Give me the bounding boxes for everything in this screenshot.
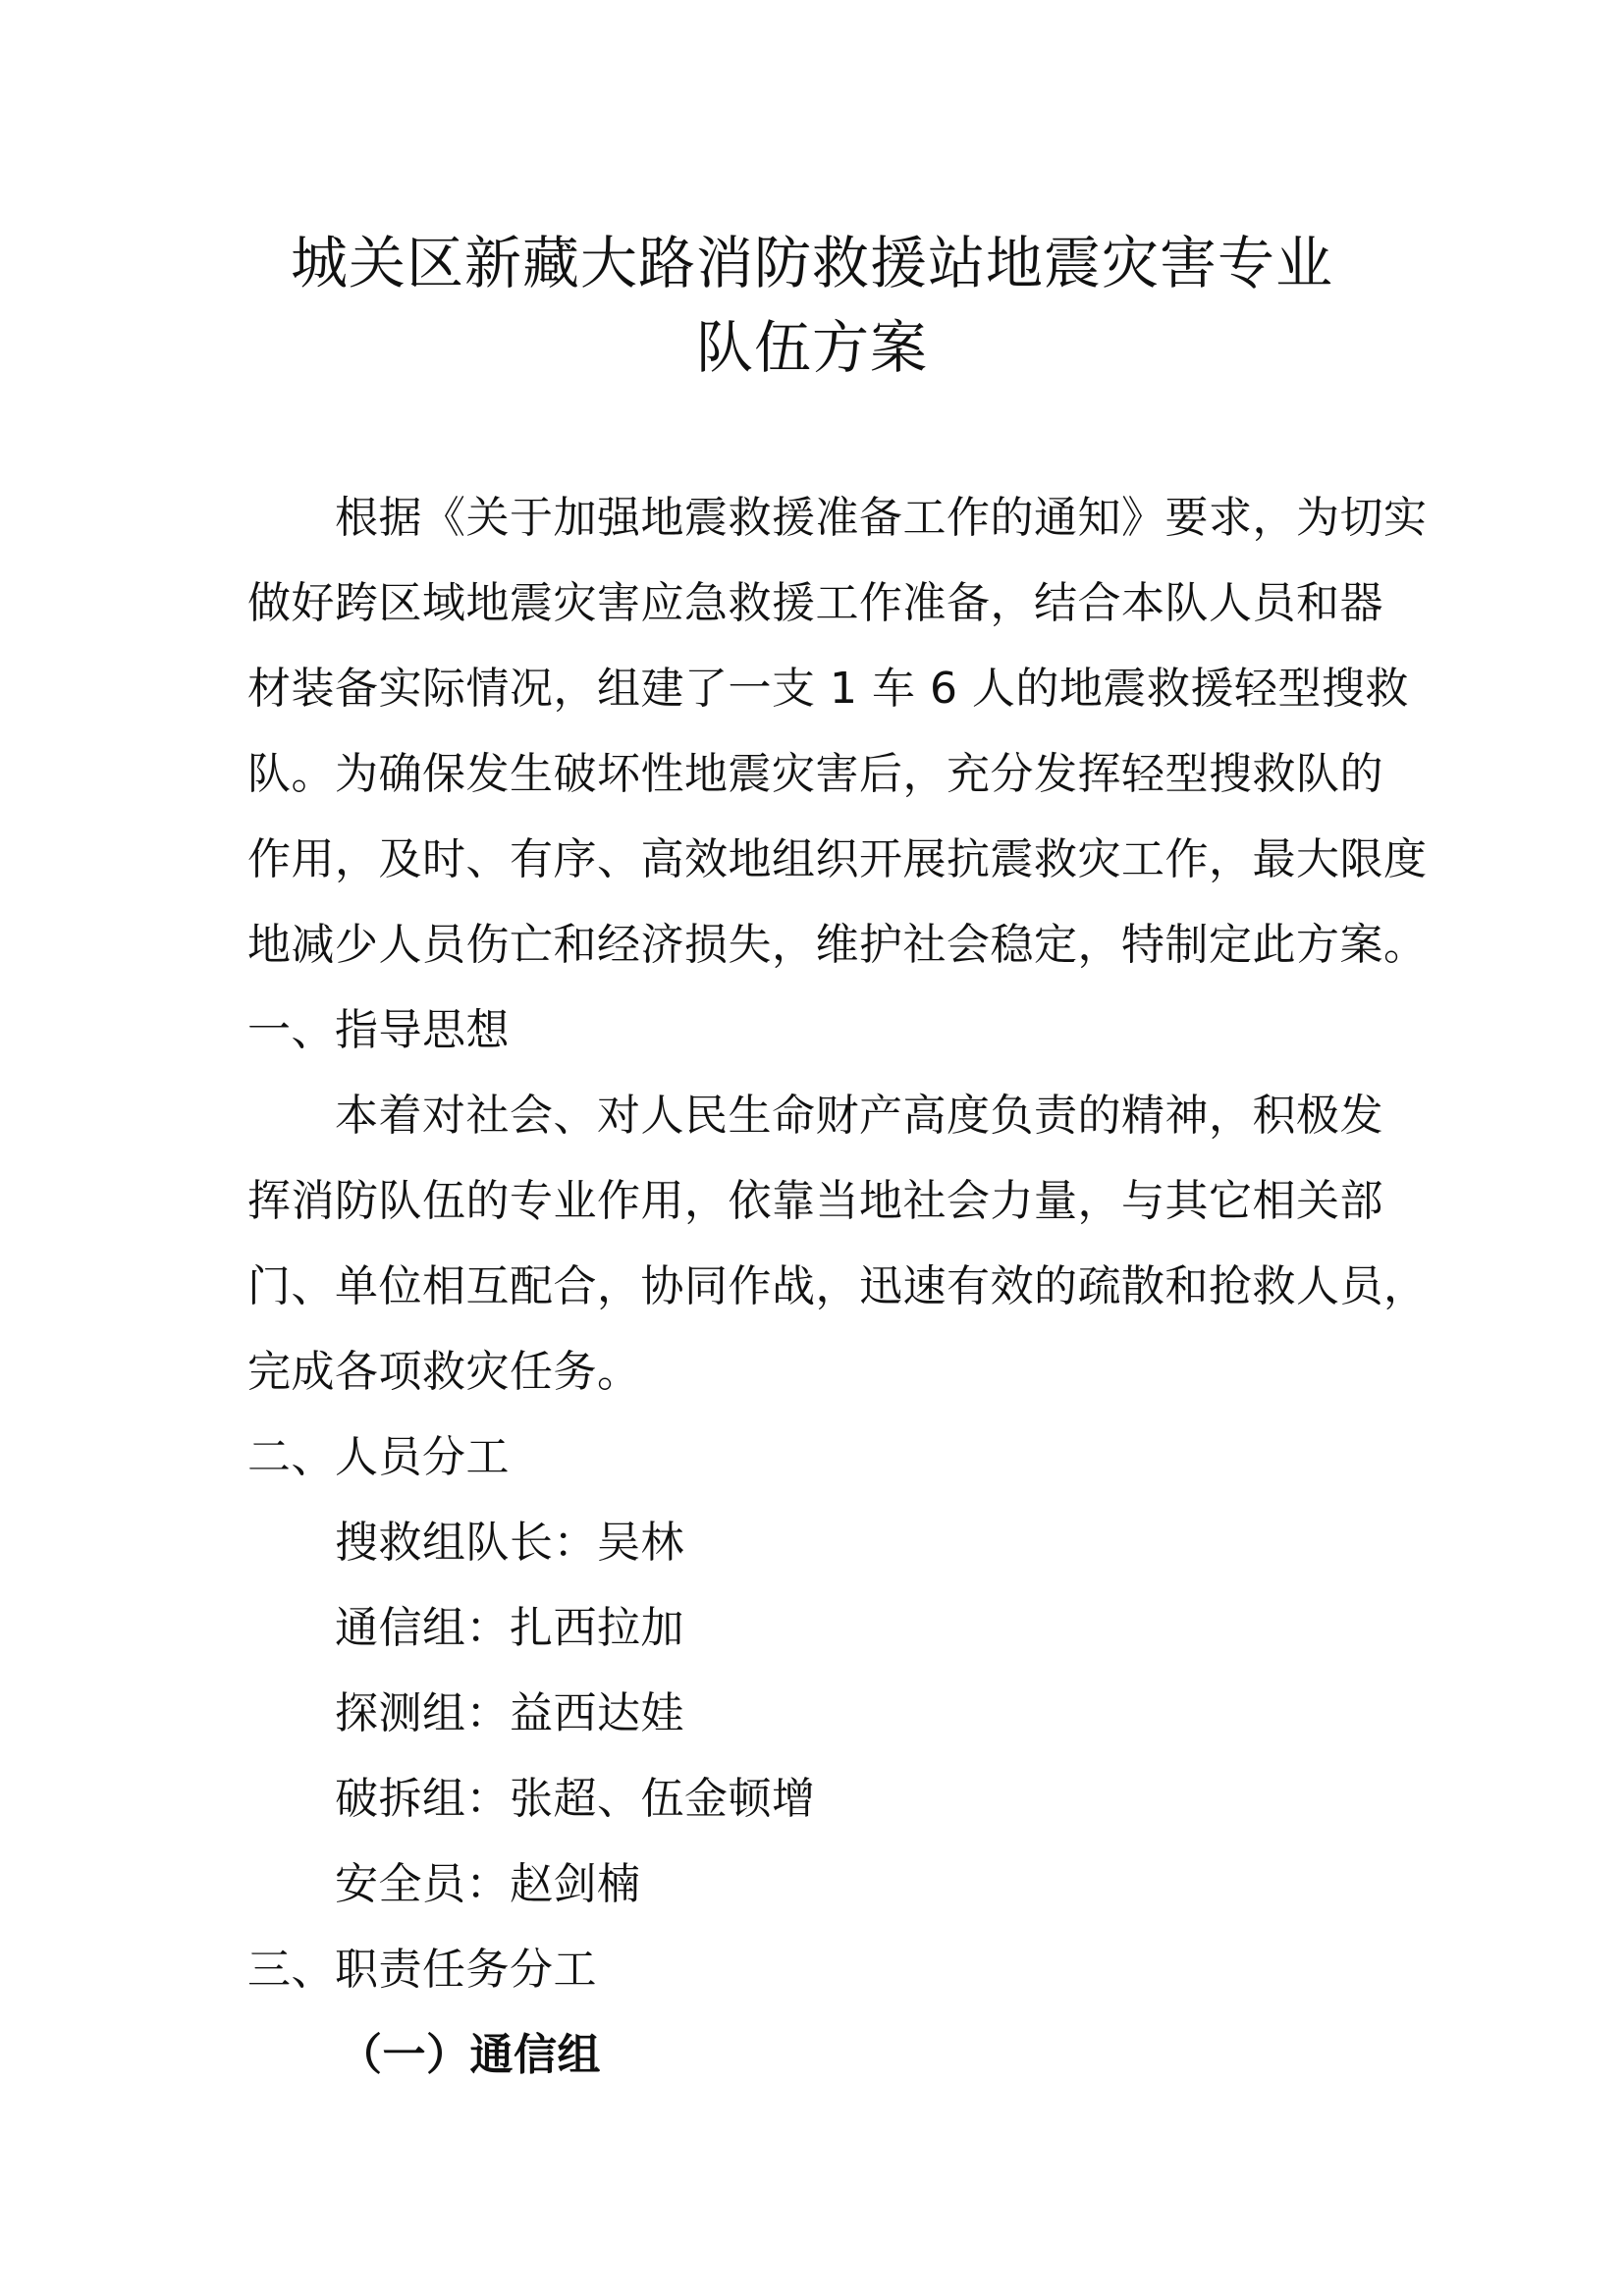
intro-line-6: 地减少人员伤亡和经济损失，维护社会稳定，特制定此方案。 [247, 920, 1428, 970]
intro-line-2: 做好跨区域地震灾害应急救援工作准备，结合本队人员和器 [247, 578, 1383, 628]
personnel-item-team-leader: 搜救组队长：吴林 [335, 1518, 684, 1568]
section-1-line-2: 挥消防队伍的专业作用，依靠当地社会力量，与其它相关部 [247, 1176, 1383, 1226]
section-1-heading: 一、指导思想 [247, 1005, 510, 1055]
personnel-item-safety-officer: 安全员：赵剑楠 [335, 1859, 641, 1909]
personnel-item-demolition: 破拆组：张超、伍金顿增 [335, 1774, 816, 1824]
intro-line-5: 作用，及时、有序、高效地组织开展抗震救灾工作，最大限度 [247, 834, 1428, 884]
section-1-line-1: 本着对社会、对人民生命财产高度负责的精神，积极发 [335, 1091, 1383, 1141]
intro-line-1: 根据《关于加强地震救援准备工作的通知》要求，为切实 [335, 493, 1428, 543]
document-title-line-2: 队伍方案 [695, 314, 928, 381]
personnel-item-communication: 通信组：扎西拉加 [335, 1603, 684, 1653]
document-title-line-1: 城关区新藏大路消防救援站地震灾害专业 [290, 230, 1333, 296]
section-3-subheading: （一）通信组 [339, 2030, 601, 2080]
section-1-line-4: 完成各项救灾任务。 [247, 1347, 641, 1397]
section-1-line-3: 门、单位相互配合，协同作战，迅速有效的疏散和抢救人员， [247, 1261, 1428, 1311]
intro-line-3: 材装备实际情况，组建了一支 1 车 6 人的地震救援轻型搜救 [247, 664, 1409, 714]
section-2-heading: 二、人员分工 [247, 1432, 510, 1482]
personnel-item-detection: 探测组：益西达娃 [335, 1688, 684, 1738]
intro-line-4: 队。为确保发生破坏性地震灾害后，充分发挥轻型搜救队的 [247, 749, 1383, 799]
section-3-heading: 三、职责任务分工 [247, 1945, 597, 1995]
